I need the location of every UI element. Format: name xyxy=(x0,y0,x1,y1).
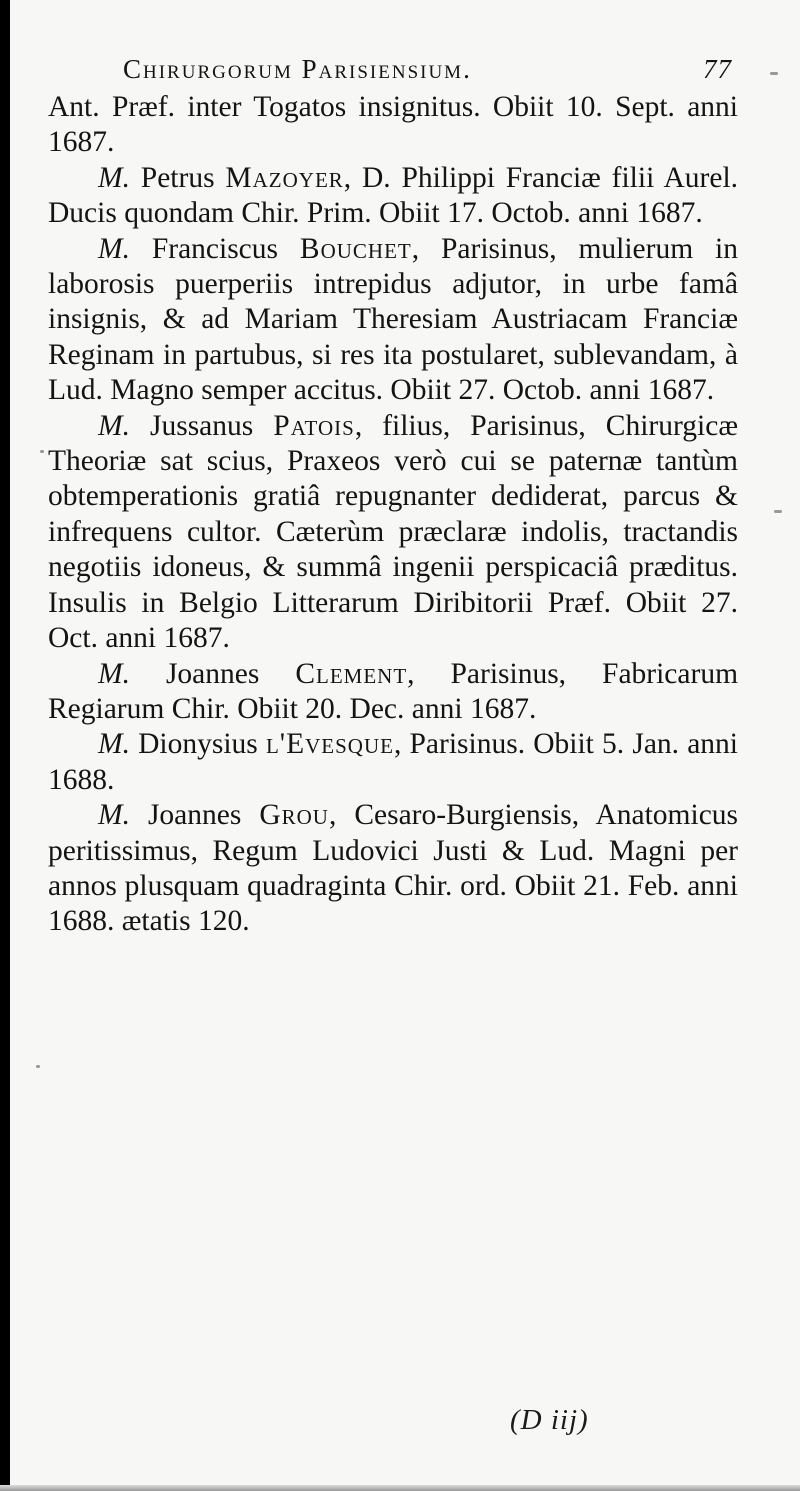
entry-grou xyxy=(48,798,738,940)
given-name: Joannes xyxy=(165,657,260,690)
given-name: Franciscus xyxy=(151,232,279,265)
entry-text: , filius, Parisinus, Chirurgicæ Theoriæ sat scius, Praxeos verò cui se paternæ tantùm obtemperationis gratiâ repugnanter dediderat, parcus & infrequens cultor. Cæterùm præclaræ indolis, tractandis negotiis idoneus, & summâ ingenii perspicaciâ præditus. Insulis in Belgio Litterarum Diribitorii Præf. Obiit 27. Oct. anni 1687. xyxy=(48,409,739,655)
running-head xyxy=(48,52,738,90)
degree-abbrev: M. xyxy=(98,161,130,194)
surname: Clement xyxy=(295,657,408,690)
entry-levesque xyxy=(48,727,738,798)
ink-speck xyxy=(770,72,778,75)
surname: Bouchet xyxy=(299,232,412,265)
given-name: Petrus xyxy=(140,161,215,194)
surname: Mazoyer xyxy=(225,161,344,194)
entry-text: , Cesaro-Burgiensis, Anatomicus peritissimus, Regum Ludovici Justi & Lud. Magni per annos plusquam quadraginta Chir. ord. Obiit 21. Feb. anni 1688. ætatis 120. xyxy=(48,799,739,938)
entry-patois xyxy=(48,409,738,657)
degree-abbrev: M. xyxy=(98,657,130,690)
running-head-title: Chirurgorum Parisiensium. xyxy=(123,54,472,84)
scan-bottom-edge xyxy=(0,1485,800,1491)
page-text xyxy=(48,52,738,940)
given-name: Dionysius xyxy=(138,728,258,761)
entry-text: , Parisinus. Obiit 5. Jan. anni 1688. xyxy=(48,728,738,796)
entry-text: , D. Philippi Franciæ filii Aurel. Ducis quondam Chir. Prim. Obiit 17. Octob. anni 1687. xyxy=(48,161,739,230)
page-number: 77 xyxy=(703,54,732,84)
entry-continuation: Ant. Præf. inter Togatos insignitus. Obiit 10. Sept. anni 1687. xyxy=(48,91,738,159)
degree-abbrev: M. xyxy=(98,409,130,442)
ink-speck xyxy=(40,450,44,453)
signature-mark: (D iij) xyxy=(510,1404,589,1436)
surname: Grou xyxy=(259,799,329,832)
degree-abbrev: M. xyxy=(98,728,130,761)
ink-speck xyxy=(36,1065,40,1068)
degree-abbrev: M. xyxy=(98,799,130,832)
given-name: Joannes xyxy=(147,799,242,832)
degree-abbrev: M. xyxy=(98,232,130,265)
entry-clement xyxy=(48,657,738,728)
entry-text: , Parisinus, Fabricarum Regiarum Chir. Obiit 20. Dec. anni 1687. xyxy=(48,657,739,725)
ink-speck xyxy=(774,510,782,513)
surname: Patois xyxy=(273,409,355,442)
entry-bouchet xyxy=(48,232,738,409)
entry-text: , Parisinus, mulierum in laborosis puerperiis intrepidus adjutor, in urbe famâ insignis, & ad Mariam Theresiam Austriacam Franciæ Reginam in partubus, si res ita postularet, sublevandam, à Lud. Magno semper accitus. Obiit 27. Octob. anni 1687. xyxy=(48,232,738,407)
surname: l'Evesque xyxy=(265,728,394,761)
given-name: Jussanus xyxy=(149,409,254,442)
entry-mazoyer xyxy=(48,161,738,232)
scan-border xyxy=(0,0,10,1491)
